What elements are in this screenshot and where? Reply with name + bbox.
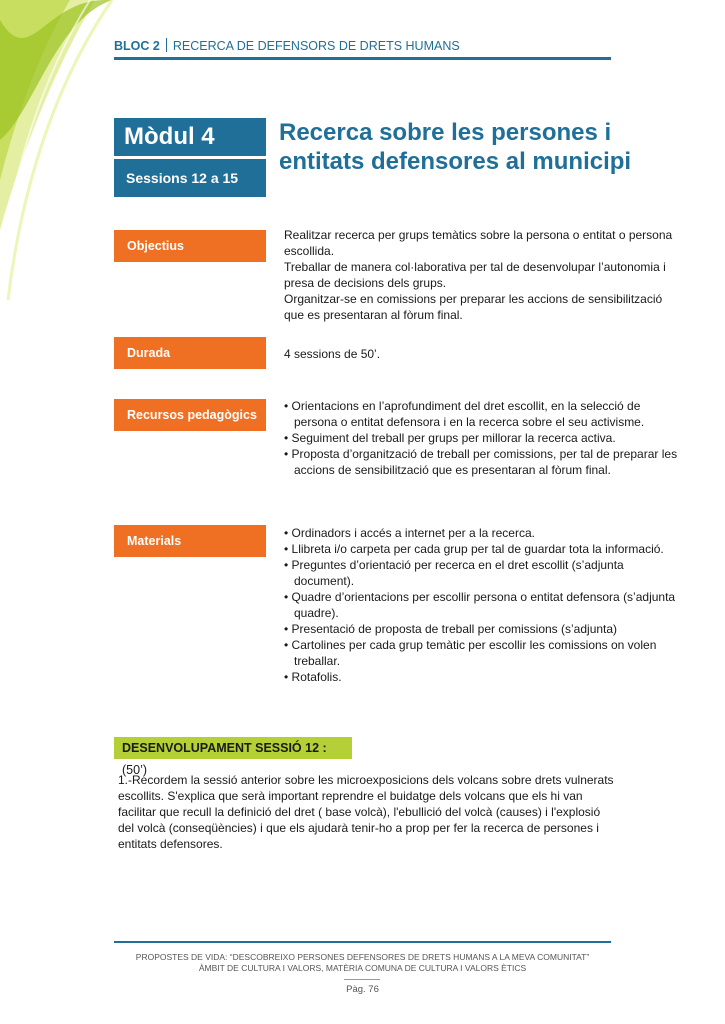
label-materials: Materials	[114, 525, 266, 557]
section-label: RECERCA DE DEFENSORS DE DRETS HUMANS	[172, 39, 460, 53]
session-title: DESENVOLUPAMENT SESSIÓ 12 :	[122, 741, 327, 755]
material-item: • Preguntes d’orientació per recerca en el dret escollit (s’adjunta document).	[284, 558, 624, 588]
header-separator	[166, 38, 167, 52]
footer-line-1: PROPOSTES DE VIDA: “DESCOBREIXO PERSONES DEFENSORES DE DRETS HUMANS A LA MEVA COMUNITAT”	[135, 952, 590, 962]
objectiu-line: Realitzar recerca per grups temàtics sobre la persona o entitat o persona escollida.	[284, 228, 673, 258]
material-item: • Quadre d’orientacions per escollir persona o entitat defensora (s’adjunta quadre).	[284, 590, 676, 620]
recursos-content	[284, 398, 679, 478]
recurs-item: • Orientacions en l’aprofundiment del dret escollit, en la selecció de persona o entitat defensora i en la recerca sobre el seu activisme.	[284, 399, 645, 429]
page-number-rule	[344, 979, 380, 980]
materials-content	[284, 525, 679, 685]
module-heading: Recerca sobre les persones i entitats defensores al municipi	[279, 119, 632, 175]
module-title: Mòdul 4	[114, 118, 266, 156]
objectiu-line: Organitzar-se en comissions per preparar les accions de sensibilització que es presentaran al fòrum final.	[284, 292, 663, 322]
running-header	[114, 38, 460, 53]
material-item: • Rotafolis.	[284, 670, 342, 684]
session-heading	[114, 737, 352, 777]
durada-content: 4 sessions de 50’.	[284, 347, 381, 361]
session-paragraph: 1.-Recordem la sessió anterior sobre les microexposicions dels volcans sobre drets vulnerats escollits. S'explica que serà important reprendre el buidatge dels volcans que els hi van facilitar que recull la definició del dret ( base volcà), l'ebullició del volcà (causes) i l'explosió del volcà (conseqüències) i que els ajudarà tenir-ho a prop per fer la recerca de persones i entitats defensores.	[118, 773, 614, 851]
objectius-content	[284, 227, 679, 323]
recurs-item: • Seguiment del treball per grups per millorar la recerca activa.	[284, 431, 616, 445]
session-body	[118, 772, 618, 852]
module-sessions: Sessions 12 a 15	[114, 159, 266, 197]
material-item: • Presentació de proposta de treball per comissions (s’adjunta)	[284, 622, 618, 636]
material-item: • Llibreta i/o carpeta per cada grup per tal de guardar tota la informació.	[284, 542, 664, 556]
page-number: Pàg. 76	[346, 984, 379, 995]
material-item: • Ordinadors i accés a internet per a la recerca.	[284, 526, 535, 540]
label-durada: Durada	[114, 337, 266, 369]
bloc-label: BLOC 2	[114, 39, 160, 53]
header-rule	[114, 57, 611, 60]
material-item: • Cartolines per cada grup temàtic per escollir les comissions on volen treballar.	[284, 638, 657, 668]
footer-line-2: ÀMBIT DE CULTURA I VALORS, MATÈRIA COMUNA DE CULTURA I VALORS ÈTICS	[198, 963, 527, 973]
session-duration: (50’)	[122, 763, 148, 777]
footer-rule	[114, 941, 611, 943]
green-swoosh-decoration	[0, 0, 120, 300]
label-objectius: Objectius	[114, 230, 266, 262]
label-recursos: Recursos pedagògics	[114, 399, 266, 431]
recurs-item: • Proposta d’organització de treball per comissions, per tal de preparar les accions de sensibilització que es presentaran al fòrum final.	[284, 447, 678, 477]
objectiu-line: Treballar de manera col·laborativa per tal de desenvolupar l’autonomia i presa de decisions dels grups.	[284, 260, 666, 290]
